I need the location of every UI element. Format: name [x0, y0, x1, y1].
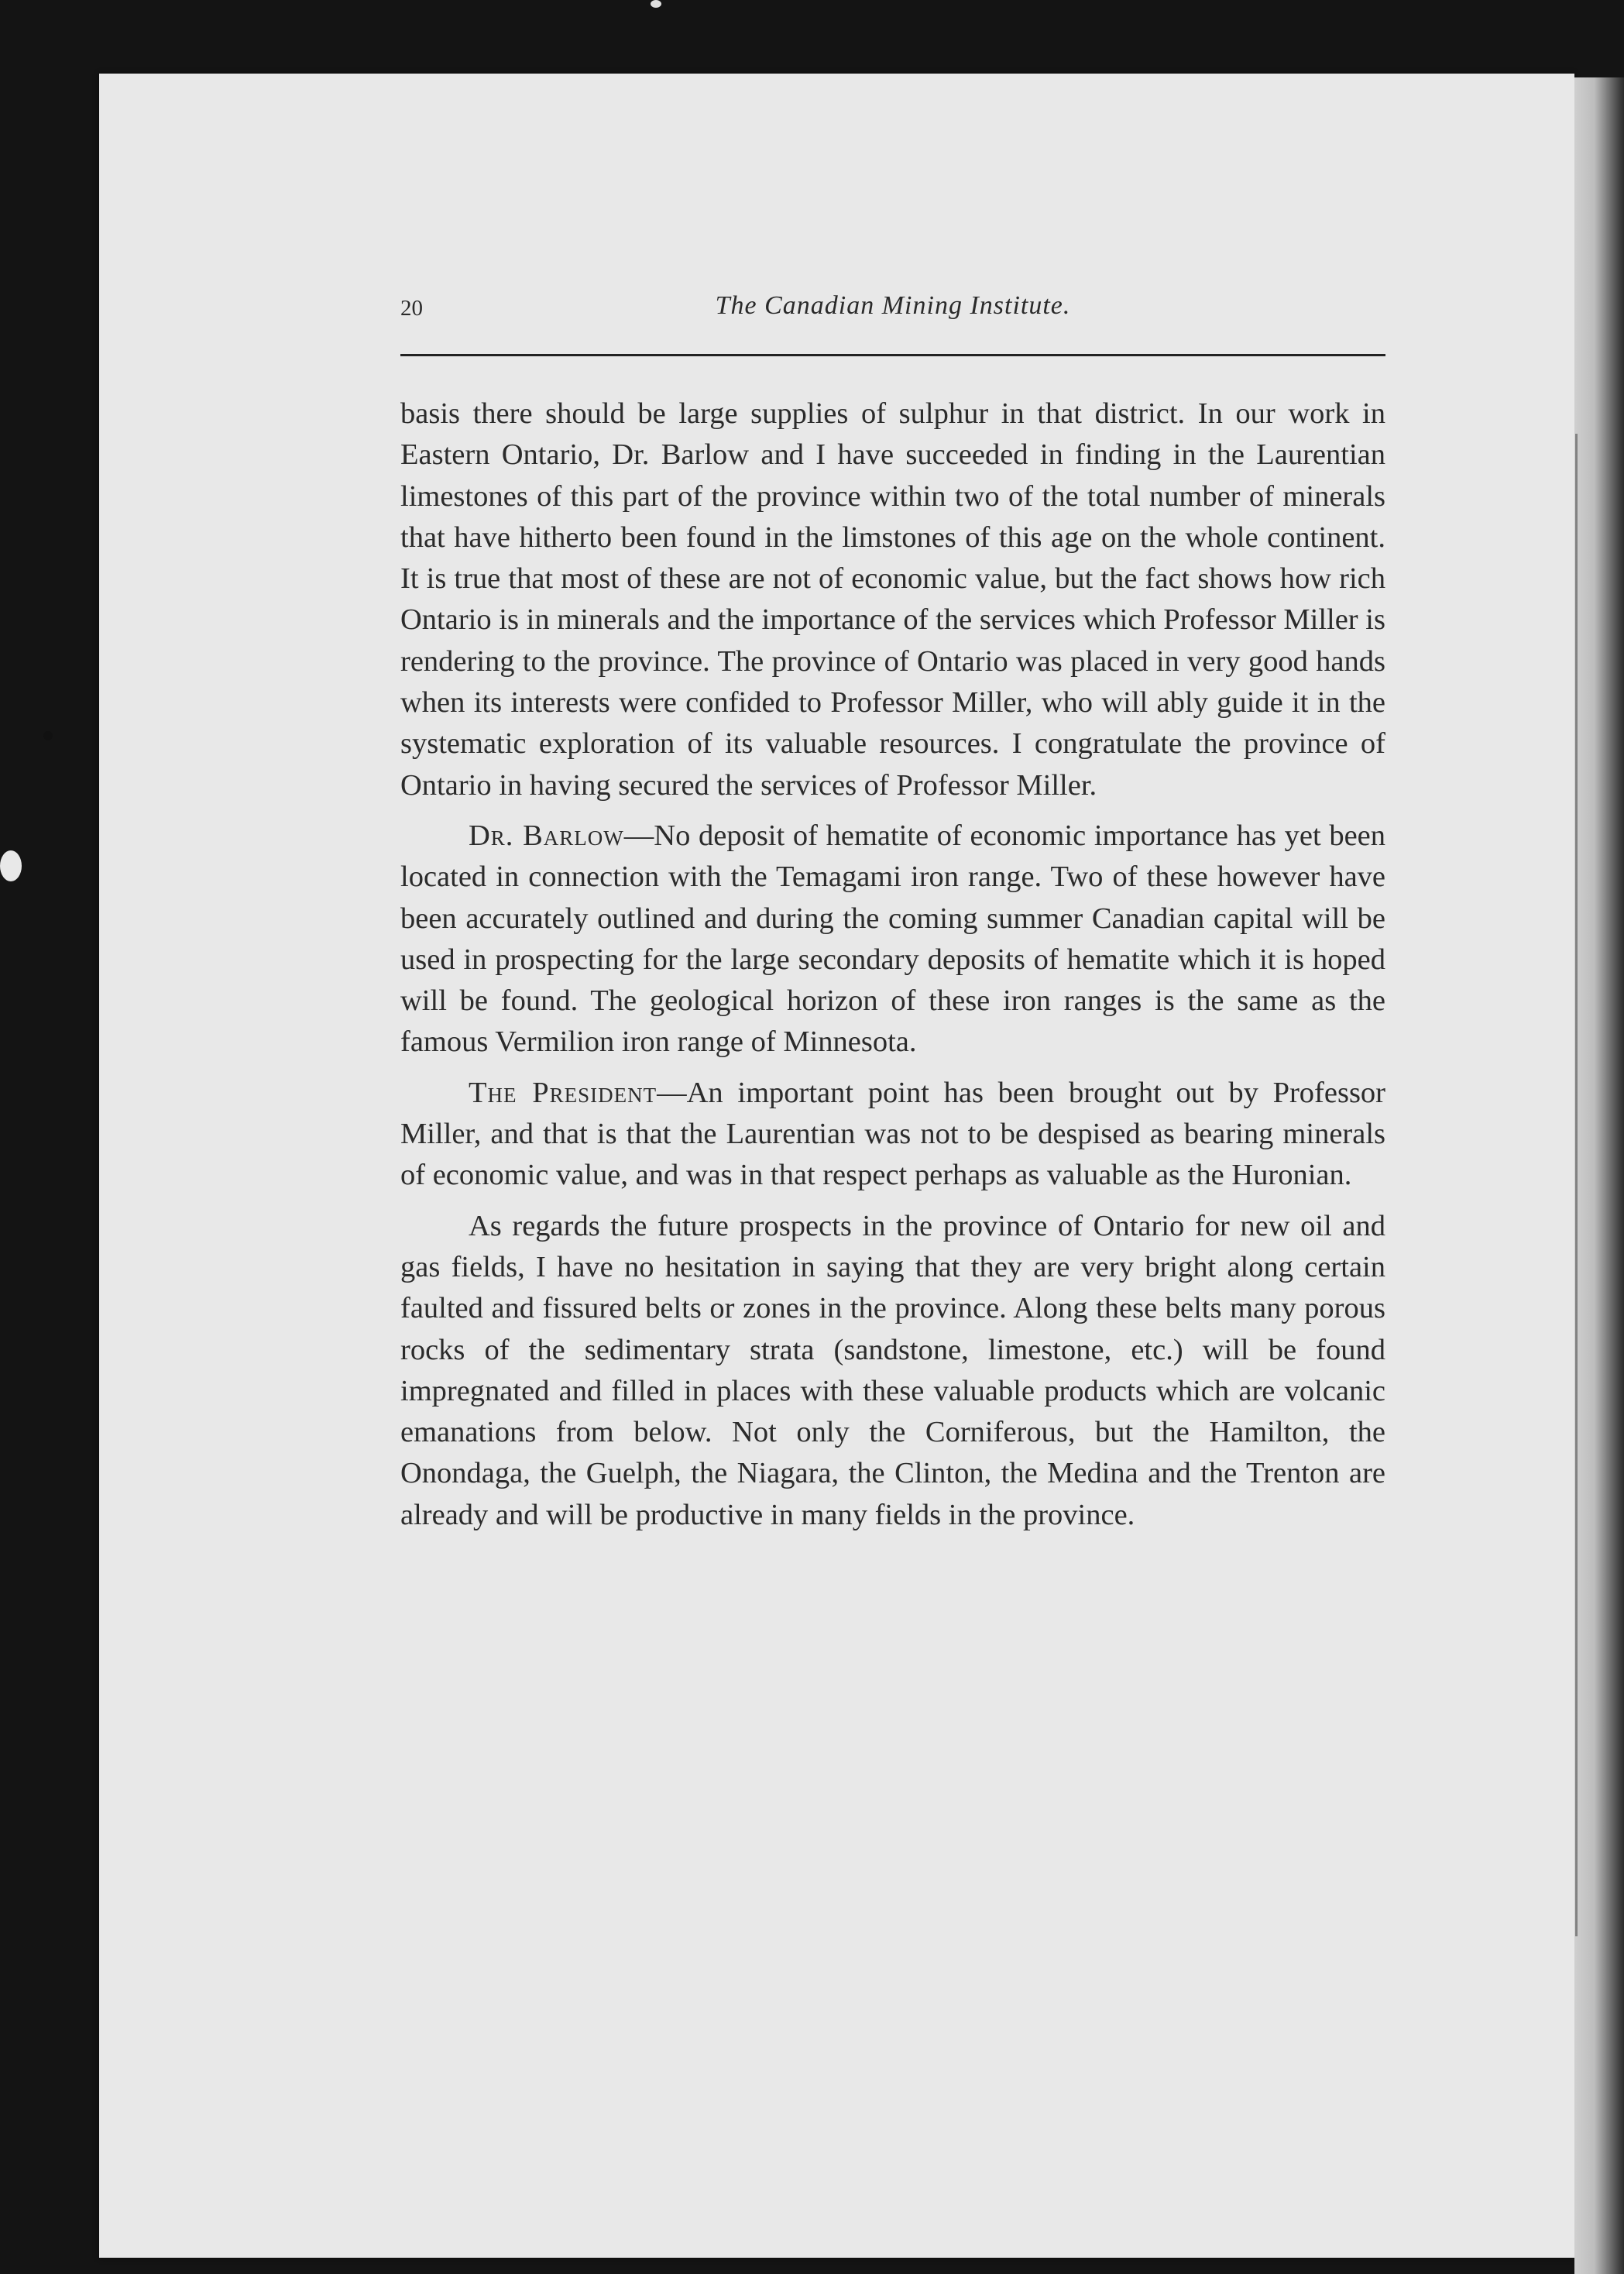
page-gutter-line: [1575, 434, 1578, 1936]
paragraph-3-text: —An important point has been brought out by Professor Miller, and that is that the Laurentian was not to be despised as bearing minerals of economic value, and was in that respect perhaps as valuable as the Huronian.: [400, 1076, 1386, 1192]
paragraph-1: basis there should be large supplies of sulphur in that district. In our work in Eastern Ontario, Dr. Barlow and I have succeeded in finding in the Laurentian limestones of this part of the province within two of the total number of minerals that have hitherto been found in the limstones of this age on the whole continent. It is true that most of these are not of economic value, but the fact shows how rich Ontario is in minerals and the importance of the services which Professor Miller is rendering to the province. The province of Ontario was placed in very good hands when its interests were confided to Professor Miller, who will ably guide it in the systematic exploration of its valuable resources. I congratulate the province of Ontario in having secured the services of Professor Miller.: [400, 397, 1385, 802]
speaker-name: The President: [469, 1076, 657, 1109]
paragraph-4: As regards the future prospects in the province of Ontario for new oil and gas fields, I have no hesitation in saying that they are very bright along certain faulted and fissured belts or zones in the province. Along these belts many porous rocks of the sedimentary strata (sandstone, limestone, etc.) will be found impregnated and filled in places with these valuable products which are volcanic emanations from below. Not only the Corniferous, but the Hamilton, the Onondaga, the Guelph, the Niagara, the Clinton, the Medina and the Trenton are already and will be productive in many fields in the province.: [400, 1209, 1385, 1531]
page-number: 20: [400, 296, 423, 321]
running-head: [400, 291, 1385, 331]
scan-speck: [43, 731, 53, 740]
scan-light-blot: [0, 850, 22, 881]
running-title: The Canadian Mining Institute.: [715, 291, 1071, 320]
scan-mark-top: [651, 0, 661, 8]
paragraph-3: [400, 1073, 1385, 1197]
paragraph-2-text: —No deposit of hematite of economic importance has yet been located in connection with the Temagami iron range. Two of these however have been accurately outlined and during the coming summer Canadian capital will be used in prospecting for the large secondary deposits of hematite which it is hoped will be found. The geological horizon of these iron ranges is the same as the famous Vermilion iron range of Minnesota.: [400, 819, 1385, 1059]
speaker-name: Dr. Barlow: [469, 819, 624, 852]
body-text: [400, 393, 1385, 1536]
facing-page-edge: [1574, 77, 1624, 2274]
header-rule: [400, 354, 1385, 356]
paragraph-2: [400, 816, 1385, 1063]
